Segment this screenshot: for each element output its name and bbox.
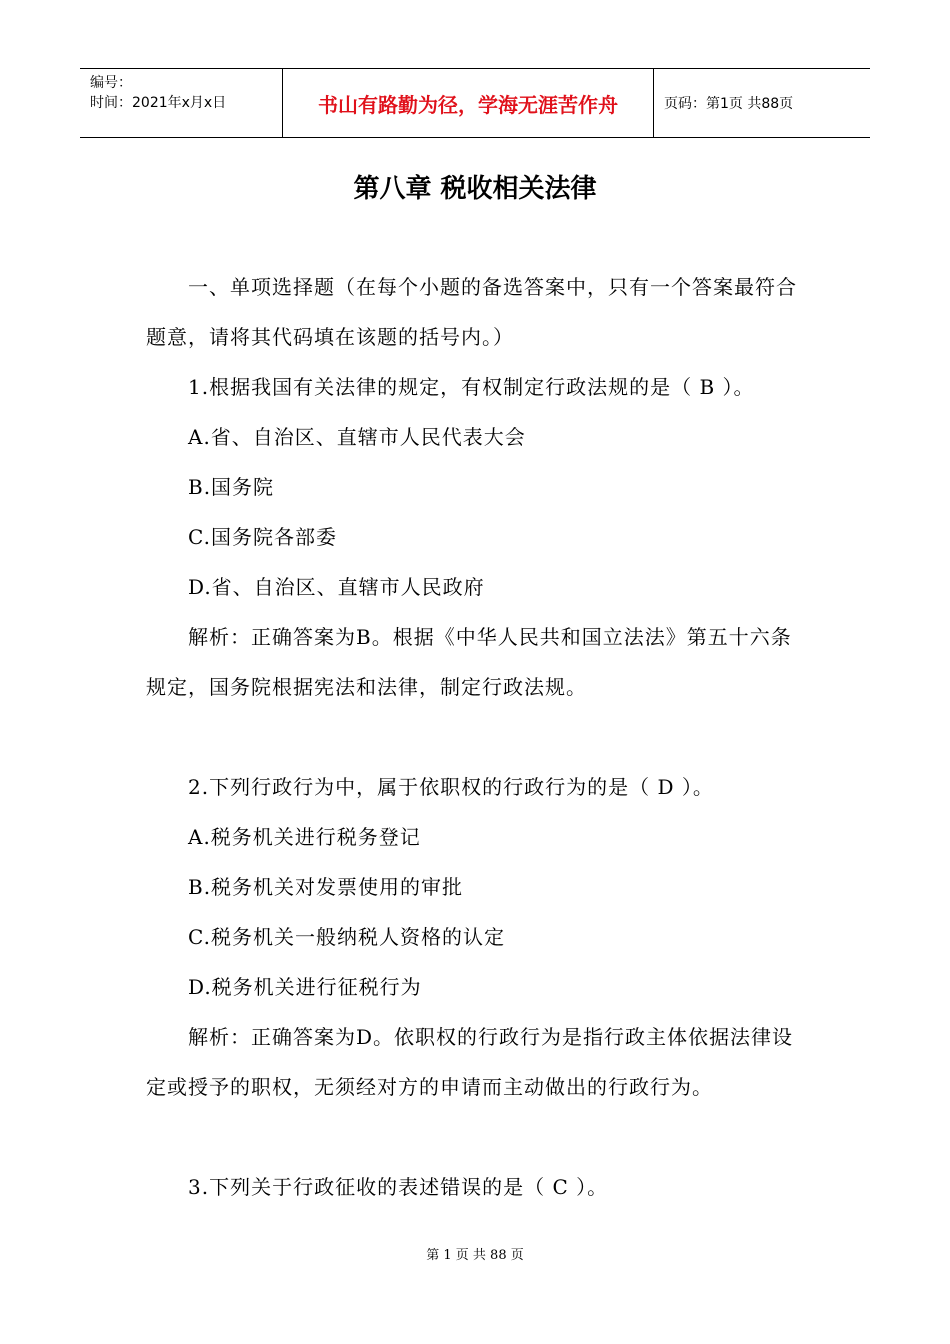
question-2-option-a: A.税务机关进行税务登记 bbox=[188, 825, 421, 849]
header-page-info: 页码：第1页 共88页 bbox=[664, 96, 794, 112]
question-1-analysis: 解析：正确答案为B。根据《中华人民共和国立法法》第五十六条规定，国务院根据宪法和法律，制定行政法规。 bbox=[146, 625, 792, 699]
document-body bbox=[146, 262, 811, 1212]
question-2-option-c: C.税务机关一般纳税人资格的认定 bbox=[188, 925, 505, 949]
page-footer: 第 1 页 共 88 页 bbox=[426, 1248, 524, 1263]
header-number-label: 编号： bbox=[90, 75, 132, 91]
question-1-option-d: D.省、自治区、直辖市人民政府 bbox=[188, 575, 485, 599]
section-heading: 一、单项选择题（在每个小题的备选答案中，只有一个答案最符合题意，请将其代码填在该题的括号内。） bbox=[146, 275, 797, 349]
page-header bbox=[80, 68, 870, 138]
spacer bbox=[146, 712, 811, 762]
question-2-option-d: D.税务机关进行征税行为 bbox=[188, 975, 422, 999]
spacer bbox=[146, 1112, 811, 1162]
header-meta bbox=[80, 69, 282, 137]
question-1-stem: 1.根据我国有关法律的规定，有权制定行政法规的是（ B ）。 bbox=[188, 375, 755, 399]
question-2-analysis: 解析：正确答案为D。依职权的行政行为是指行政主体依据法律设定或授予的职权，无须经对方的申请而主动做出的行政行为。 bbox=[146, 1025, 794, 1099]
chapter-title: 第八章 税收相关法律 bbox=[353, 174, 597, 204]
question-2-stem: 2.下列行政行为中，属于依职权的行政行为的是（ D ）。 bbox=[188, 775, 714, 799]
question-3-stem: 3.下列关于行政征收的表述错误的是（ C ）。 bbox=[188, 1175, 609, 1199]
header-motto: 书山有路勤为径，学海无涯苦作舟 bbox=[282, 69, 654, 137]
question-1-option-c: C.国务院各部委 bbox=[188, 525, 337, 549]
question-1-option-b: B.国务院 bbox=[188, 475, 275, 499]
question-1-option-a: A.省、自治区、直辖市人民代表大会 bbox=[188, 425, 526, 449]
header-time-label: 时间：2021年x月x日 bbox=[90, 95, 227, 111]
question-2-option-b: B.税务机关对发票使用的审批 bbox=[188, 875, 464, 899]
